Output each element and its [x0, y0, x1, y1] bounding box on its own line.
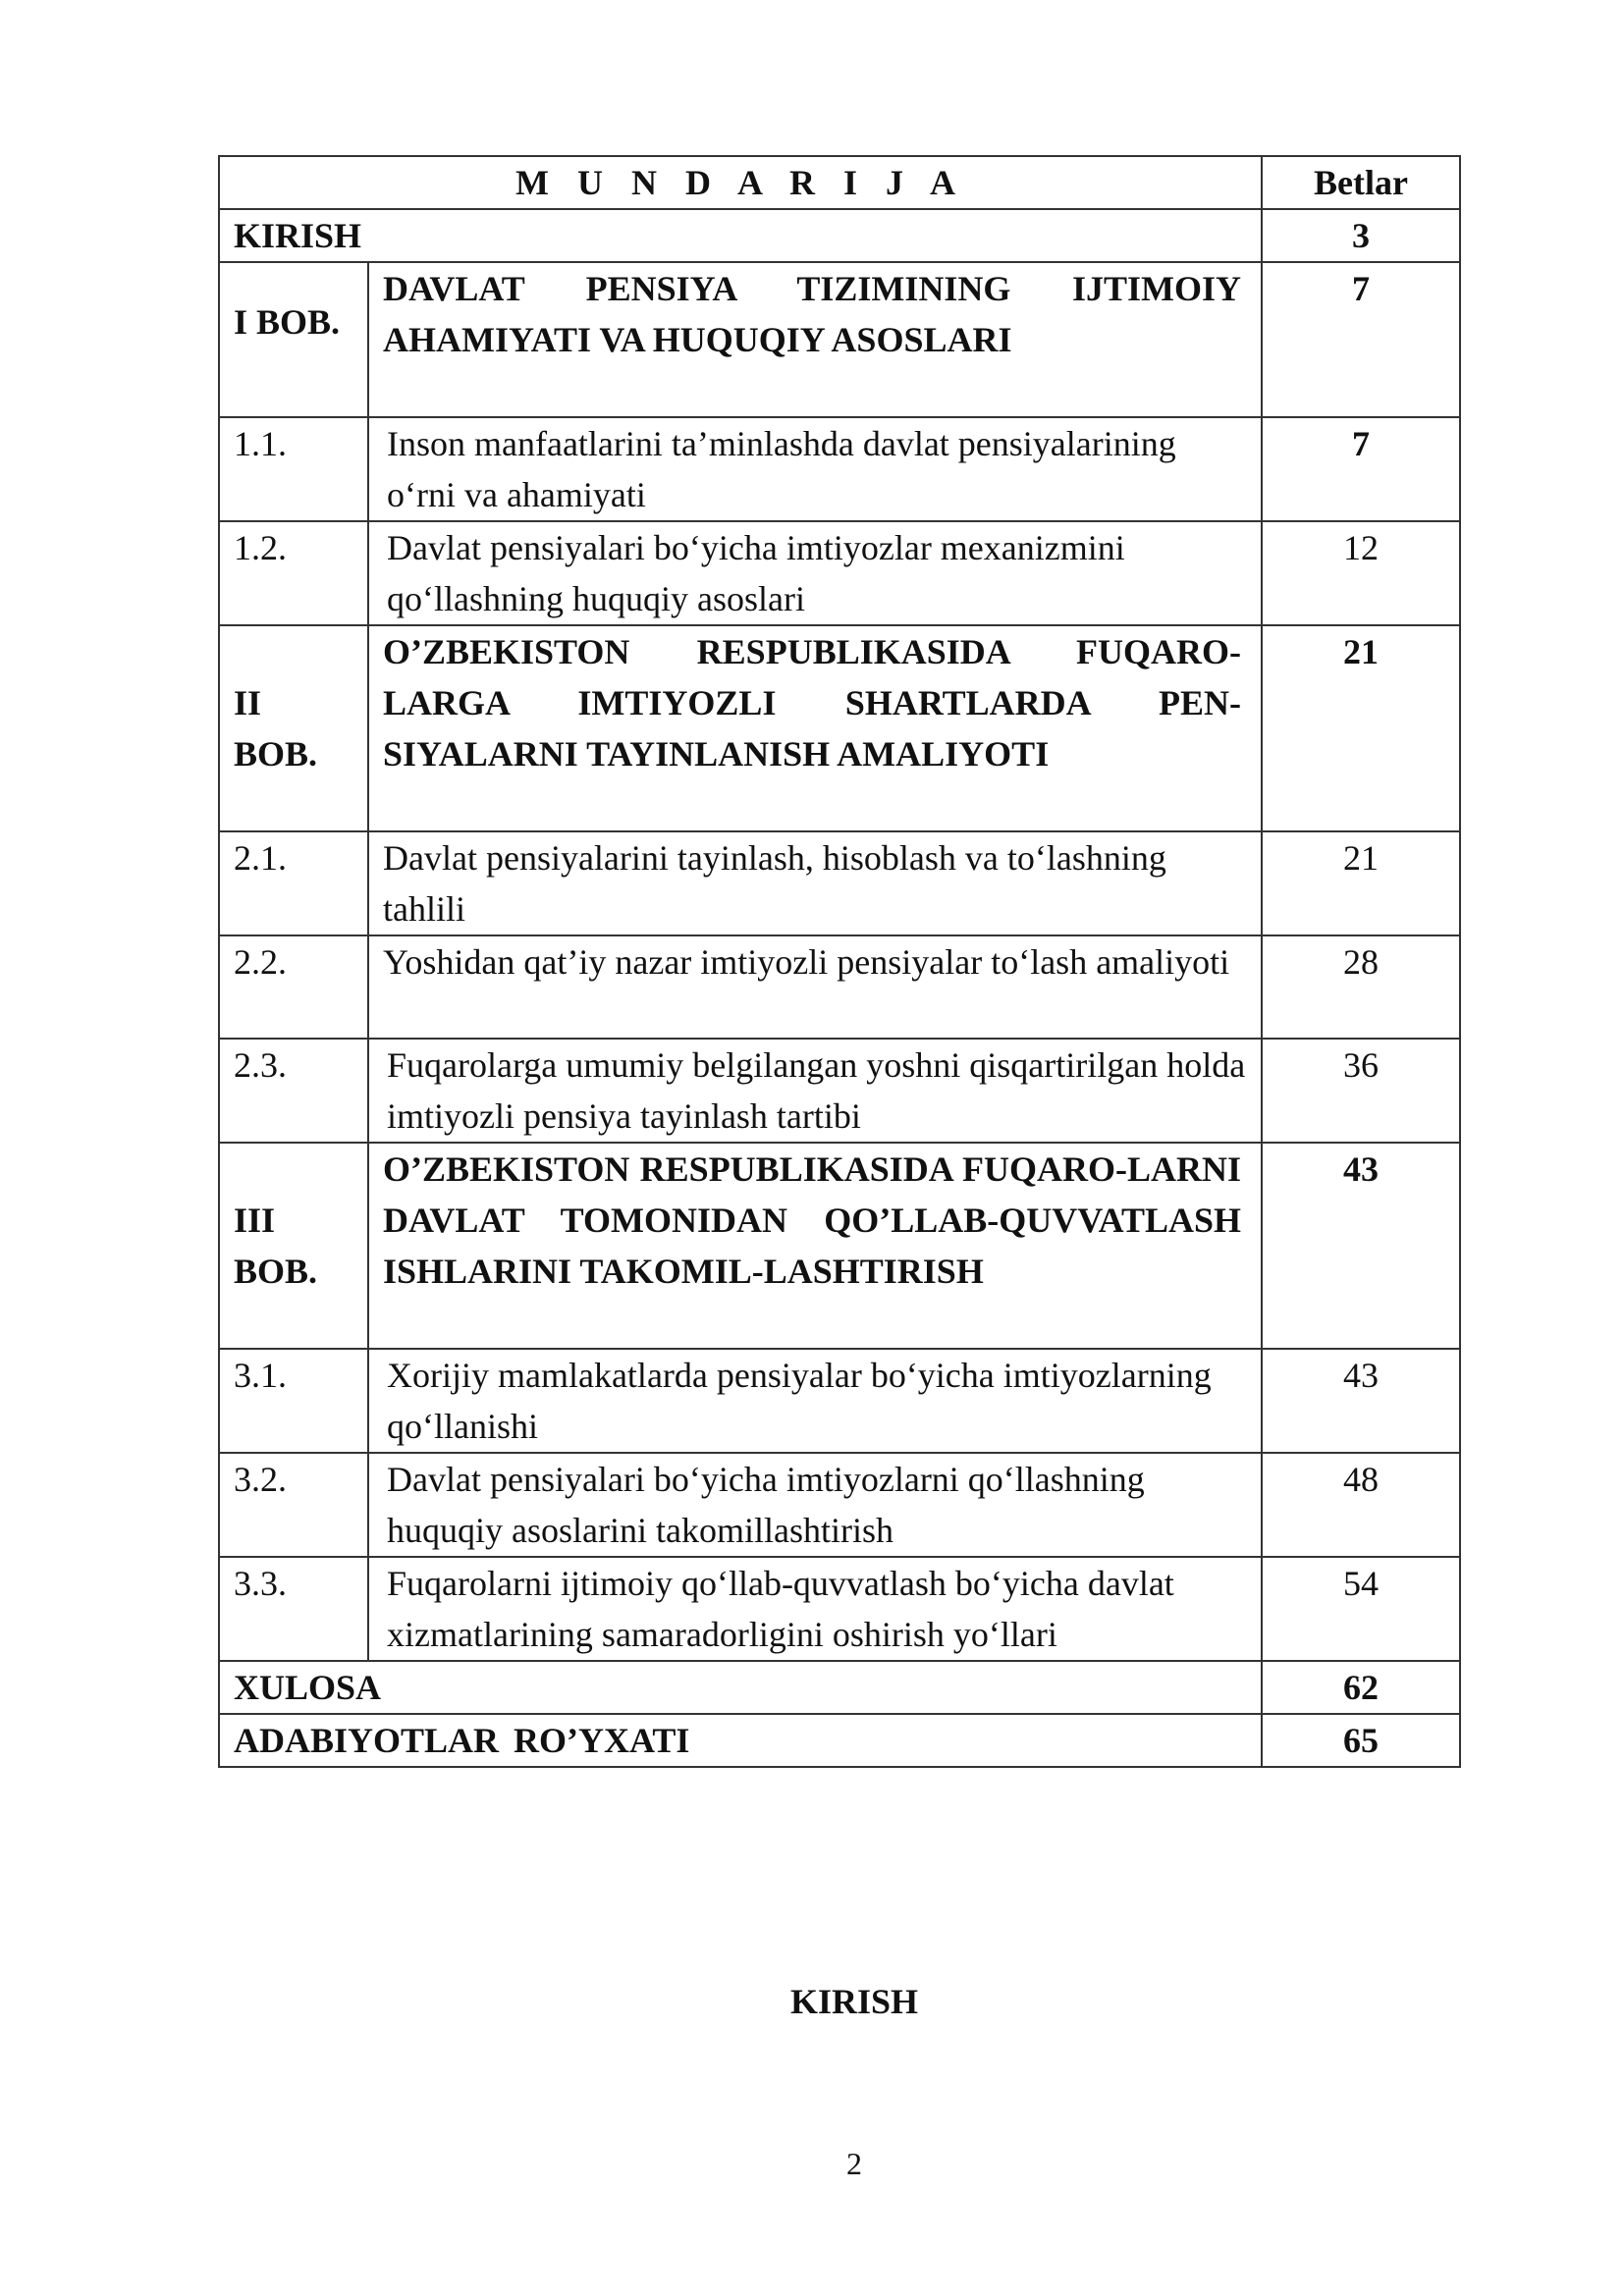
section-number: 3.2.	[219, 1453, 368, 1557]
section-page: 54	[1262, 1557, 1460, 1661]
section-number: 3.3.	[219, 1557, 368, 1661]
pages-column-header: Betlar	[1262, 156, 1460, 209]
toc-chapter-row	[219, 262, 1460, 417]
section-page: 28	[1262, 935, 1460, 1039]
toc-section-row	[219, 417, 1460, 521]
toc-section-row	[219, 1349, 1460, 1453]
toc-section-row	[219, 831, 1460, 935]
toc-section-row	[219, 1039, 1460, 1143]
section-page: 7	[1262, 417, 1460, 521]
toc-kirish-label: KIRISH	[219, 209, 1262, 262]
section-title: Inson manfaatlarini ta’minlashda davlat pensiyalarining o‘rni va ahamiyati	[368, 417, 1262, 521]
section-page: 12	[1262, 521, 1460, 625]
toc-row-kirish	[219, 209, 1460, 262]
chapter-page: 43	[1262, 1143, 1460, 1349]
section-title: Xorijiy mamlakatlarda pensiyalar bo‘yicha imtiyozlarning qo‘llanishi	[368, 1349, 1262, 1453]
section-heading-kirish: KIRISH	[789, 1982, 919, 2021]
section-title: Yoshidan qat’iy nazar imtiyozli pensiyalar to‘lash amaliyoti	[368, 935, 1262, 1039]
toc-chapter-row	[219, 625, 1460, 831]
section-title: Davlat pensiyalari bo‘yicha imtiyozlar mexanizmini qo‘llashning huquqiy asoslari	[368, 521, 1262, 625]
section-page: 21	[1262, 831, 1460, 935]
toc-section-row	[219, 1453, 1460, 1557]
toc-kirish-page: 3	[1262, 209, 1460, 262]
chapter-label: III BOB.	[219, 1143, 368, 1349]
table-of-contents	[218, 155, 1461, 1768]
chapter-title: O’ZBEKISTON RESPUBLIKASIDA FUQARO-LARGA IMTIYOZLI SHARTLARDA PEN-SIYALARNI TAYINLANISH AMALIYOTI	[368, 625, 1262, 831]
toc-header-row	[219, 156, 1460, 209]
section-page: 43	[1262, 1349, 1460, 1453]
section-number: 2.2.	[219, 935, 368, 1039]
toc-adabiyotlar-label: ADABIYOTLAR RO’YXATI	[219, 1714, 1262, 1767]
chapter-title: DAVLAT PENSIYA TIZIMINING IJTIMOIY AHAMIYATI VA HUQUQIY ASOSLARI	[368, 262, 1262, 417]
section-page: 48	[1262, 1453, 1460, 1557]
section-title: Fuqarolarga umumiy belgilangan yoshni qisqartirilgan holda imtiyozli pensiya tayinlash tartibi	[368, 1039, 1262, 1143]
section-title: Fuqarolarni ijtimoiy qo‘llab-quvvatlash bo‘yicha davlat xizmatlarining samaradorligini oshirish yo‘llari	[368, 1557, 1262, 1661]
section-page: 36	[1262, 1039, 1460, 1143]
section-title: Davlat pensiyalarini tayinlash, hisoblash va to‘lashning tahlili	[368, 831, 1262, 935]
toc-section-row	[219, 935, 1460, 1039]
toc-chapter-row	[219, 1143, 1460, 1349]
page-number: 2	[846, 2146, 862, 2181]
toc-row-adabiyotlar	[219, 1714, 1460, 1767]
chapter-page: 7	[1262, 262, 1460, 417]
section-number: 1.2.	[219, 521, 368, 625]
toc-section-row	[219, 1557, 1460, 1661]
section-number: 2.1.	[219, 831, 368, 935]
chapter-label: II BOB.	[219, 625, 368, 831]
section-number: 3.1.	[219, 1349, 368, 1453]
toc-row-xulosa	[219, 1661, 1460, 1714]
section-number: 1.1.	[219, 417, 368, 521]
section-title: Davlat pensiyalari bo‘yicha imtiyozlarni qo‘llashning huquqiy asoslarini takomillashtirish	[368, 1453, 1262, 1557]
chapter-label: I BOB.	[219, 262, 368, 417]
toc-section-row	[219, 521, 1460, 625]
toc-title: M U N D A R I J A	[219, 156, 1262, 209]
section-number: 2.3.	[219, 1039, 368, 1143]
chapter-page: 21	[1262, 625, 1460, 831]
chapter-title: O’ZBEKISTON RESPUBLIKASIDA FUQARO-LARNI DAVLAT TOMONIDAN QO’LLAB-QUVVATLASH ISHLARINI TAKOMIL-LASHTIRISH	[368, 1143, 1262, 1349]
toc-xulosa-page: 62	[1262, 1661, 1460, 1714]
toc-xulosa-label: XULOSA	[219, 1661, 1262, 1714]
toc-adabiyotlar-page: 65	[1262, 1714, 1460, 1767]
